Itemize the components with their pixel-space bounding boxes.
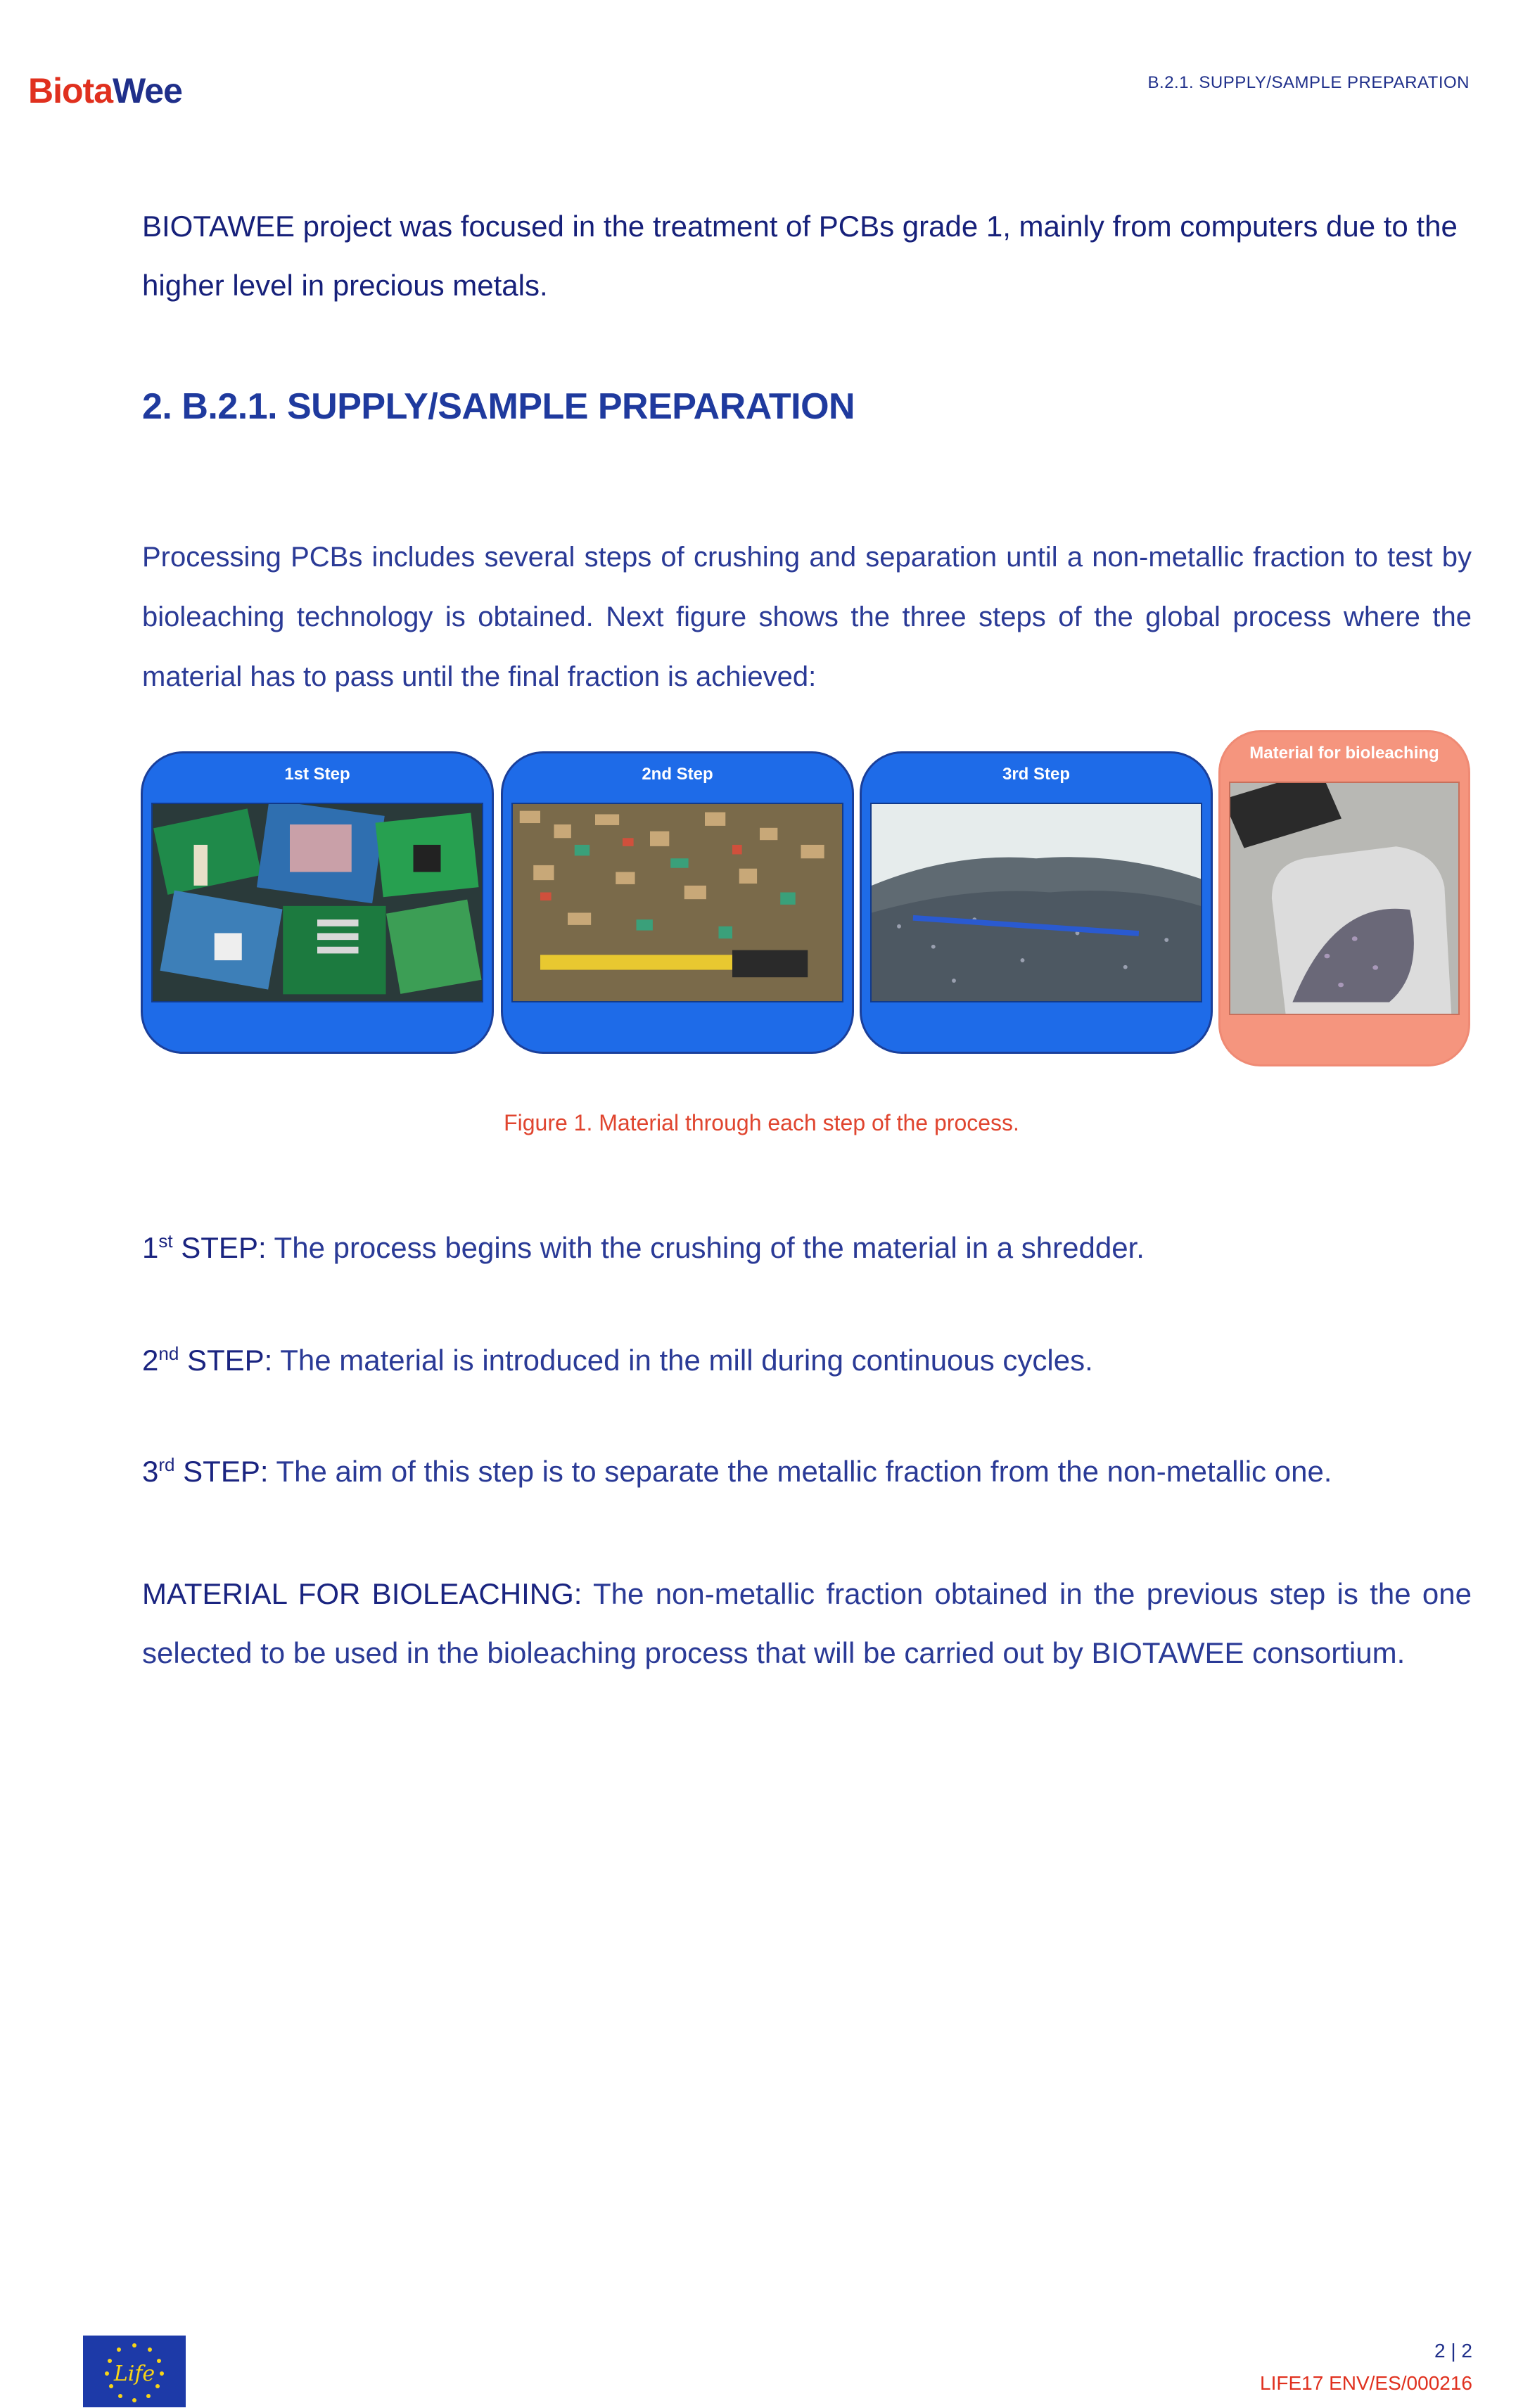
material-text: The non-metallic fraction obtained in the previous step is the one selected to be used in the bioleaching process that will be carried out by BIOTAWEE consortium. [142, 1577, 1472, 1669]
step-2-num: 2 [142, 1344, 159, 1377]
photo-milled-particles [870, 803, 1202, 1002]
logo-biota: Biota [28, 71, 113, 110]
step-1-num: 1 [142, 1231, 159, 1264]
step-1 [142, 1231, 1472, 1265]
step-2 [142, 1344, 1472, 1377]
step-3 [142, 1455, 1472, 1489]
panel-step-1-label: 1st Step [284, 765, 350, 784]
step-3-sup: rd [158, 1454, 175, 1475]
panel-step-2-label: 2nd Step [642, 765, 713, 784]
step-2-sup: nd [158, 1343, 179, 1364]
step-2-text: The material is introduced in the mill during continuous cycles. [272, 1344, 1093, 1377]
step-1-lead: STEP: [172, 1231, 267, 1264]
step-3-num: 3 [142, 1455, 159, 1488]
photo-circuit-boards [151, 803, 483, 1002]
section-paragraph: Processing PCBs includes several steps of crushing and separation until a non-metallic fraction to test by bioleaching technology is obtained. Next figure shows the three steps of the global process where the material has to pass until the final fraction is achieved: [142, 542, 1472, 692]
biotawee-logo [28, 70, 182, 111]
panel-step-3-label: 3rd Step [1002, 765, 1071, 784]
page-number: 2 | 2 [1434, 2340, 1472, 2362]
material-for-bioleaching [142, 1565, 1472, 1683]
panel-material-bioleaching [1218, 730, 1470, 1066]
eu-life-logo [83, 2336, 186, 2407]
running-header: B.2.1. SUPPLY/SAMPLE PREPARATION [1147, 73, 1470, 92]
logo-wee: Wee [113, 71, 182, 110]
step-2-lead: STEP: [179, 1344, 273, 1377]
panel-material-label: Material for bioleaching [1249, 744, 1439, 763]
panel-step-2 [501, 751, 854, 1054]
step-1-text: The process begins with the crushing of the material in a shredder. [266, 1231, 1145, 1264]
step-1-sup: st [158, 1230, 173, 1251]
step-3-text: The aim of this step is to separate the metallic fraction from the non-metallic one. [268, 1455, 1332, 1488]
section-title: 2. B.2.1. SUPPLY/SAMPLE PREPARATION [142, 386, 855, 427]
panel-step-1 [141, 751, 494, 1054]
step-3-lead: STEP: [174, 1455, 269, 1488]
photo-hand-material [1229, 782, 1460, 1015]
process-figure [141, 730, 1474, 1075]
intro-paragraph: BIOTAWEE project was focused in the treatment of PCBs grade 1, mainly from computers due to the higher level in precious metals. [142, 210, 1458, 302]
panel-step-3 [860, 751, 1213, 1054]
photo-shredded-pieces [511, 803, 843, 1002]
project-code: LIFE17 ENV/ES/000216 [1260, 2372, 1472, 2394]
material-lead: MATERIAL FOR BIOLEACHING: [142, 1577, 582, 1610]
figure-caption: Figure 1. Material through each step of the process. [504, 1110, 1019, 1135]
eu-life-logo-text: Life [113, 2362, 155, 2386]
